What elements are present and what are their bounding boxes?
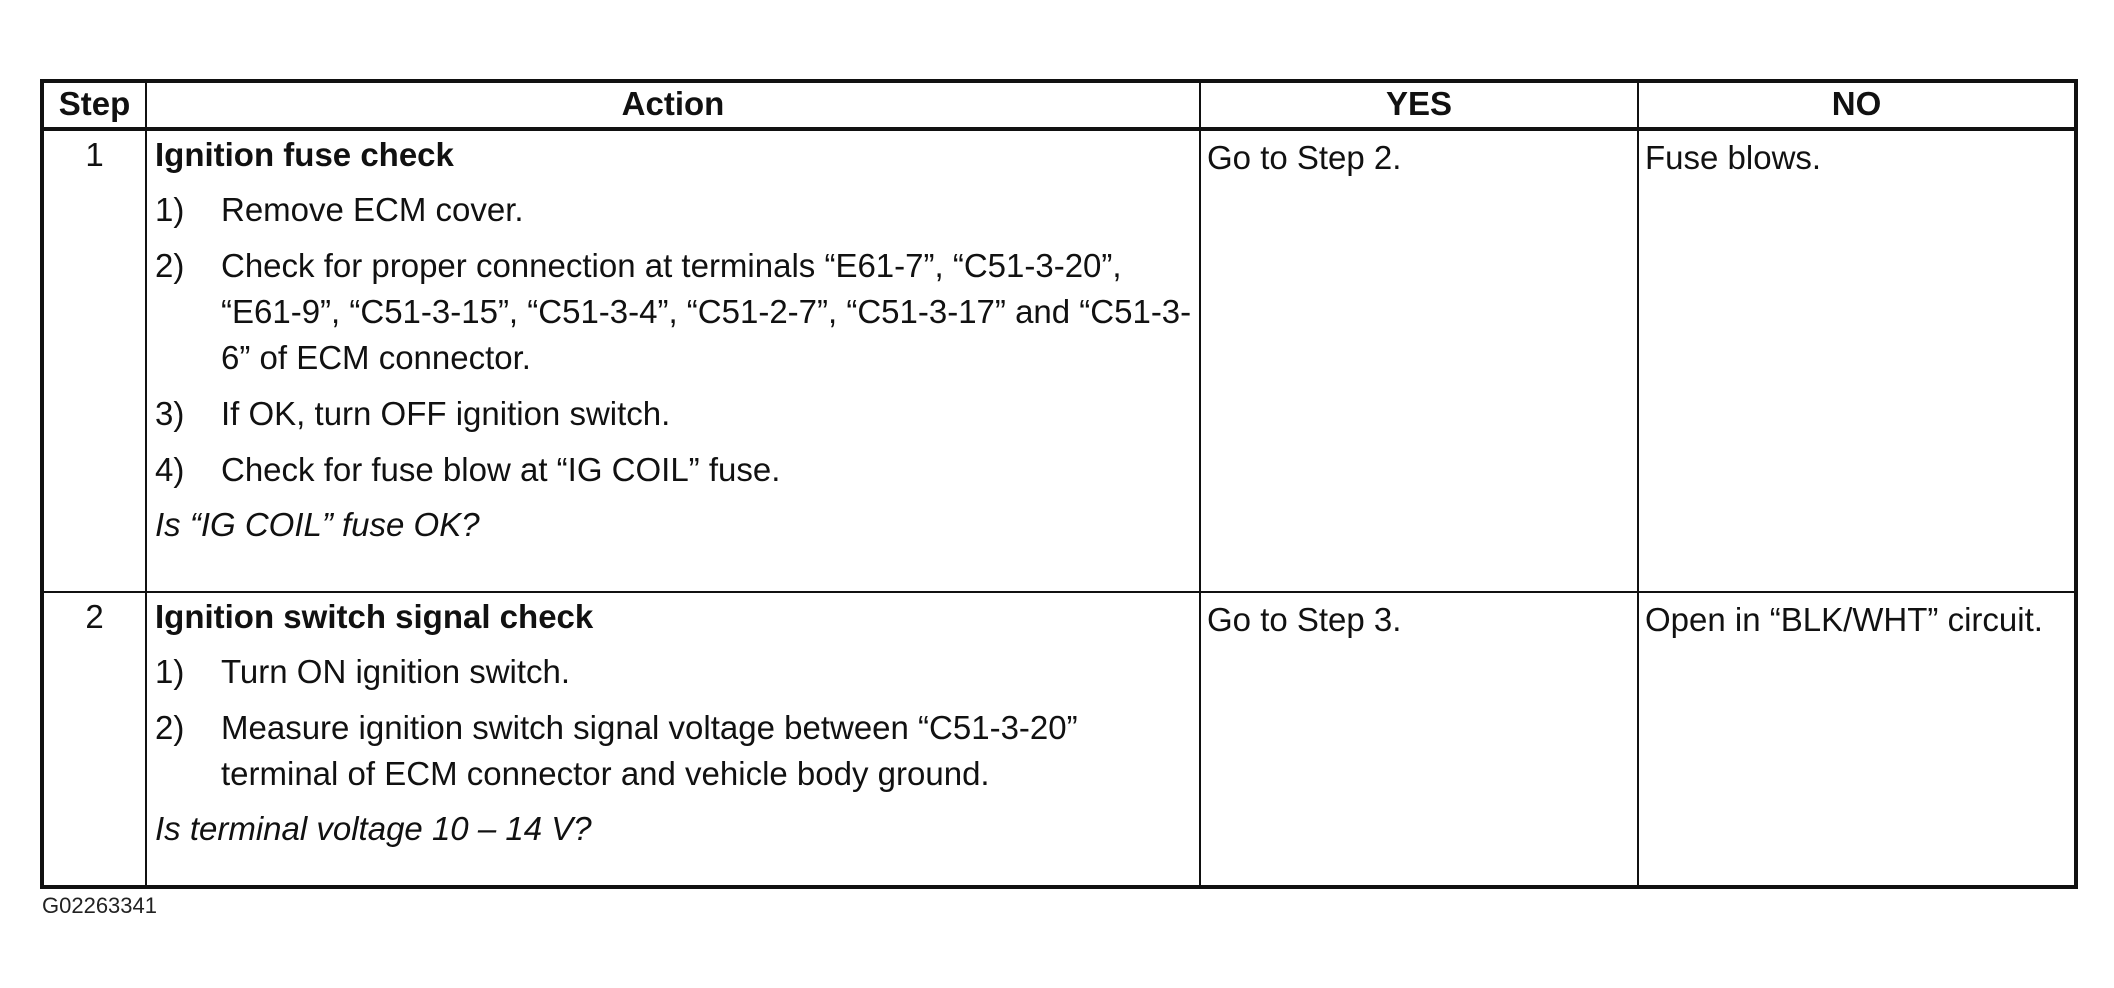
diagnostic-table <box>40 79 2078 889</box>
item-text: Turn ON ignition switch. <box>221 653 571 690</box>
header-yes: YES <box>1200 81 1638 129</box>
list-item <box>155 243 1193 381</box>
yes-result: Go to Step 3. <box>1200 592 1638 887</box>
no-result: Fuse blows. <box>1638 129 2076 592</box>
item-number: 2) <box>155 247 185 284</box>
figure-id: G02263341 <box>42 893 157 918</box>
item-text: If OK, turn OFF ignition switch. <box>221 395 671 432</box>
item-number: 4) <box>155 451 185 488</box>
header-no: NO <box>1638 81 2076 129</box>
action-list <box>155 187 1193 493</box>
header-action: Action <box>146 81 1200 129</box>
item-number: 1) <box>155 653 185 690</box>
header-step: Step <box>42 81 146 129</box>
action-cell <box>146 592 1200 887</box>
yes-result: Go to Step 2. <box>1200 129 1638 592</box>
item-number: 2) <box>155 709 185 746</box>
item-text: Check for proper connection at terminals “E61-7”, “C51-3-20”, “E61-9”, “C51-3-15”, “C51-3-4”, “C51-2-7”, “C51-3-17” and “C51-3-6” of ECM connector. <box>221 247 1192 376</box>
item-number: 3) <box>155 395 185 432</box>
header-row <box>42 81 2076 129</box>
step-number: 2 <box>42 592 146 887</box>
list-item <box>155 705 1193 797</box>
list-item <box>155 391 1193 437</box>
item-text: Check for fuse blow at “IG COIL” fuse. <box>221 451 781 488</box>
action-cell <box>146 129 1200 592</box>
item-text: Measure ignition switch signal voltage between “C51-3-20” terminal of ECM connector and vehicle body ground. <box>221 709 1078 792</box>
no-result: Open in “BLK/WHT” circuit. <box>1638 592 2076 887</box>
step-number: 1 <box>42 129 146 592</box>
step-question: Is “IG COIL” fuse OK? <box>155 506 480 543</box>
step-question: Is terminal voltage 10 – 14 V? <box>155 810 592 847</box>
step-title: Ignition fuse check <box>155 136 454 173</box>
item-text: Remove ECM cover. <box>221 191 524 228</box>
list-item <box>155 187 1193 233</box>
action-list <box>155 649 1193 797</box>
table-row <box>42 129 2076 592</box>
table-row <box>42 592 2076 887</box>
item-number: 1) <box>155 191 185 228</box>
step-title: Ignition switch signal check <box>155 598 594 635</box>
list-item <box>155 649 1193 695</box>
list-item <box>155 447 1193 493</box>
